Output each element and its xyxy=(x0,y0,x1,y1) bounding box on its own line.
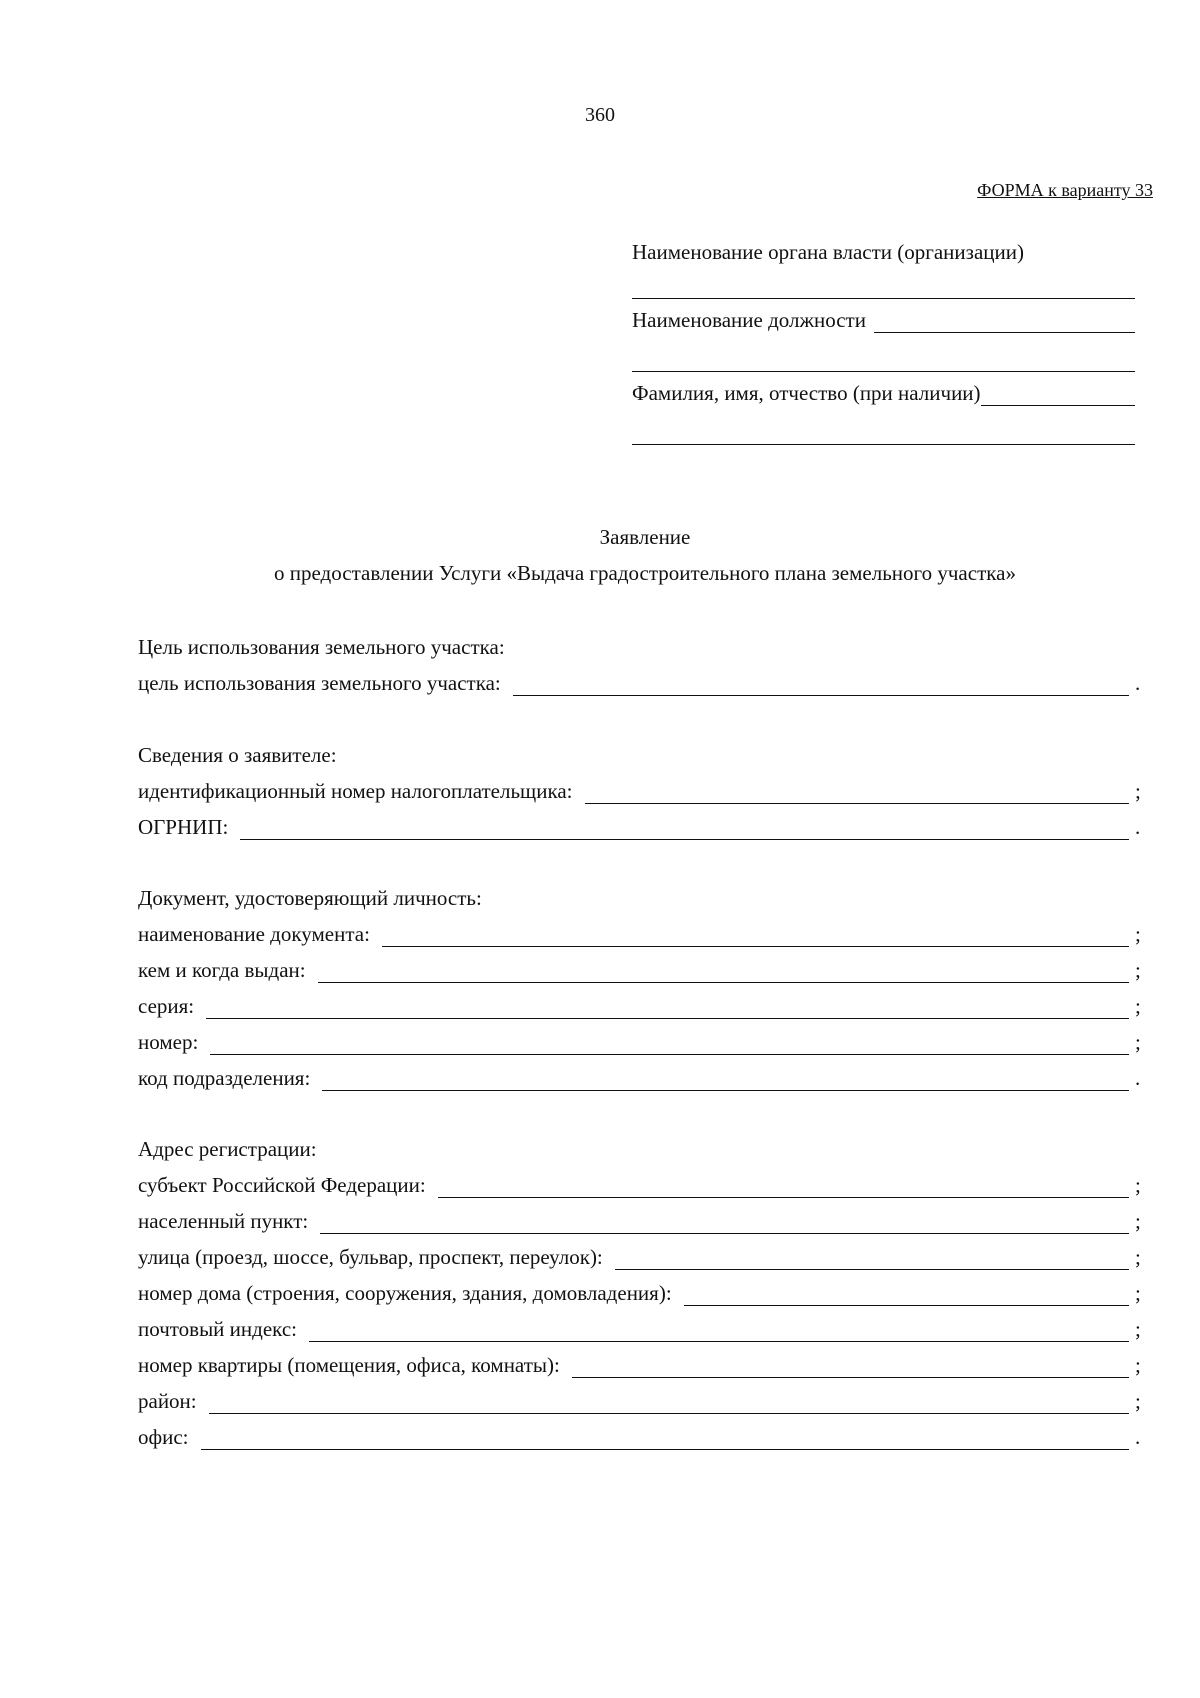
position-name-field[interactable] xyxy=(874,310,1135,333)
division-code-field-row xyxy=(138,1061,1143,1091)
locality-field-row xyxy=(138,1204,1143,1234)
field-label: офис: xyxy=(138,1425,189,1449)
field-end-mark: . xyxy=(1135,815,1141,839)
issued-by-input[interactable] xyxy=(318,960,1129,983)
field-end-mark: ; xyxy=(1135,958,1141,982)
region-field-row xyxy=(138,1168,1143,1198)
field-end-mark: ; xyxy=(1135,922,1141,946)
field-label: номер: xyxy=(138,1030,199,1054)
street-field-row xyxy=(138,1240,1143,1270)
inn-input[interactable] xyxy=(585,781,1129,804)
apartment-field-row xyxy=(138,1348,1143,1378)
series-input[interactable] xyxy=(206,996,1129,1019)
district-field-row xyxy=(138,1384,1143,1414)
purpose-field-row xyxy=(138,666,1143,696)
purpose-heading: Цель использования земельного участка: xyxy=(138,635,505,659)
purpose-input[interactable] xyxy=(513,673,1129,696)
document-title: Заявление xyxy=(599,525,691,549)
field-end-mark: ; xyxy=(1135,1209,1141,1233)
position-name-label: Наименование должности xyxy=(632,308,866,332)
field-label: серия: xyxy=(138,994,195,1018)
identity-document-heading: Документ, удостоверяющий личность: xyxy=(138,886,482,910)
field-end-mark: ; xyxy=(1135,779,1141,803)
office-field-row xyxy=(138,1420,1143,1450)
field-label: населенный пункт: xyxy=(138,1209,309,1233)
document-name-field-row xyxy=(138,917,1143,947)
full-name-row xyxy=(632,381,1135,406)
field-end-mark: . xyxy=(1135,671,1141,695)
field-end-mark: ; xyxy=(1135,1353,1141,1377)
ogrnip-field-row xyxy=(138,810,1143,840)
field-end-mark: ; xyxy=(1135,1173,1141,1197)
field-end-mark: ; xyxy=(1135,1030,1141,1054)
house-number-field-row xyxy=(138,1276,1143,1306)
field-end-mark: ; xyxy=(1135,1317,1141,1341)
field-label: район: xyxy=(138,1389,197,1413)
registration-address-heading: Адрес регистрации: xyxy=(138,1137,317,1161)
position-row xyxy=(632,308,1135,333)
field-label: код подразделения: xyxy=(138,1066,311,1090)
authority-name-field[interactable] xyxy=(632,298,1135,299)
field-end-mark: . xyxy=(1135,1066,1141,1090)
applicant-heading: Сведения о заявителе: xyxy=(138,743,337,767)
inn-field-row xyxy=(138,774,1143,804)
field-end-mark: . xyxy=(1135,1425,1141,1449)
region-input[interactable] xyxy=(438,1175,1129,1198)
field-end-mark: ; xyxy=(1135,1245,1141,1269)
field-label: наименование документа: xyxy=(138,922,370,946)
number-input[interactable] xyxy=(210,1032,1129,1055)
form-reference: ФОРМА к варианту 33 xyxy=(977,180,1153,200)
field-label: ОГРНИП: xyxy=(138,815,229,839)
page-number: 360 xyxy=(585,104,615,126)
issued-by-field-row xyxy=(138,953,1143,983)
field-label: идентификационный номер налогоплательщика: xyxy=(138,779,573,803)
field-label: почтовый индекс: xyxy=(138,1317,297,1341)
position-name-field-line2[interactable] xyxy=(632,371,1135,372)
postal-code-field-row xyxy=(138,1312,1143,1342)
field-label: субъект Российской Федерации: xyxy=(138,1173,426,1197)
series-field-row xyxy=(138,989,1143,1019)
field-end-mark: ; xyxy=(1135,994,1141,1018)
document-subtitle: о предоставлении Услуги «Выдача градостроительного плана земельного участка» xyxy=(274,561,1016,585)
ogrnip-input[interactable] xyxy=(240,817,1129,840)
full-name-label: Фамилия, имя, отчество (при наличии) xyxy=(632,381,981,405)
postal-code-input[interactable] xyxy=(309,1319,1129,1342)
field-label: улица (проезд, шоссе, бульвар, проспект, переулок): xyxy=(138,1245,603,1269)
field-label: цель использования земельного участка: xyxy=(138,671,501,695)
authority-name-label: Наименование органа власти (организации) xyxy=(632,240,1024,264)
field-label: номер квартиры (помещения, офиса, комнаты): xyxy=(138,1353,560,1377)
office-input[interactable] xyxy=(201,1427,1129,1450)
field-end-mark: ; xyxy=(1135,1281,1141,1305)
district-input[interactable] xyxy=(209,1391,1129,1414)
full-name-field[interactable] xyxy=(981,383,1135,406)
house-number-input[interactable] xyxy=(684,1283,1129,1306)
document-name-input[interactable] xyxy=(382,924,1129,947)
number-field-row xyxy=(138,1025,1143,1055)
division-code-input[interactable] xyxy=(322,1068,1129,1091)
field-label: кем и когда выдан: xyxy=(138,958,306,982)
apartment-input[interactable] xyxy=(572,1355,1129,1378)
field-end-mark: ; xyxy=(1135,1389,1141,1413)
field-label: номер дома (строения, сооружения, здания, домовладения): xyxy=(138,1281,672,1305)
locality-input[interactable] xyxy=(320,1211,1129,1234)
full-name-field-line2[interactable] xyxy=(632,444,1135,445)
street-input[interactable] xyxy=(615,1247,1129,1270)
